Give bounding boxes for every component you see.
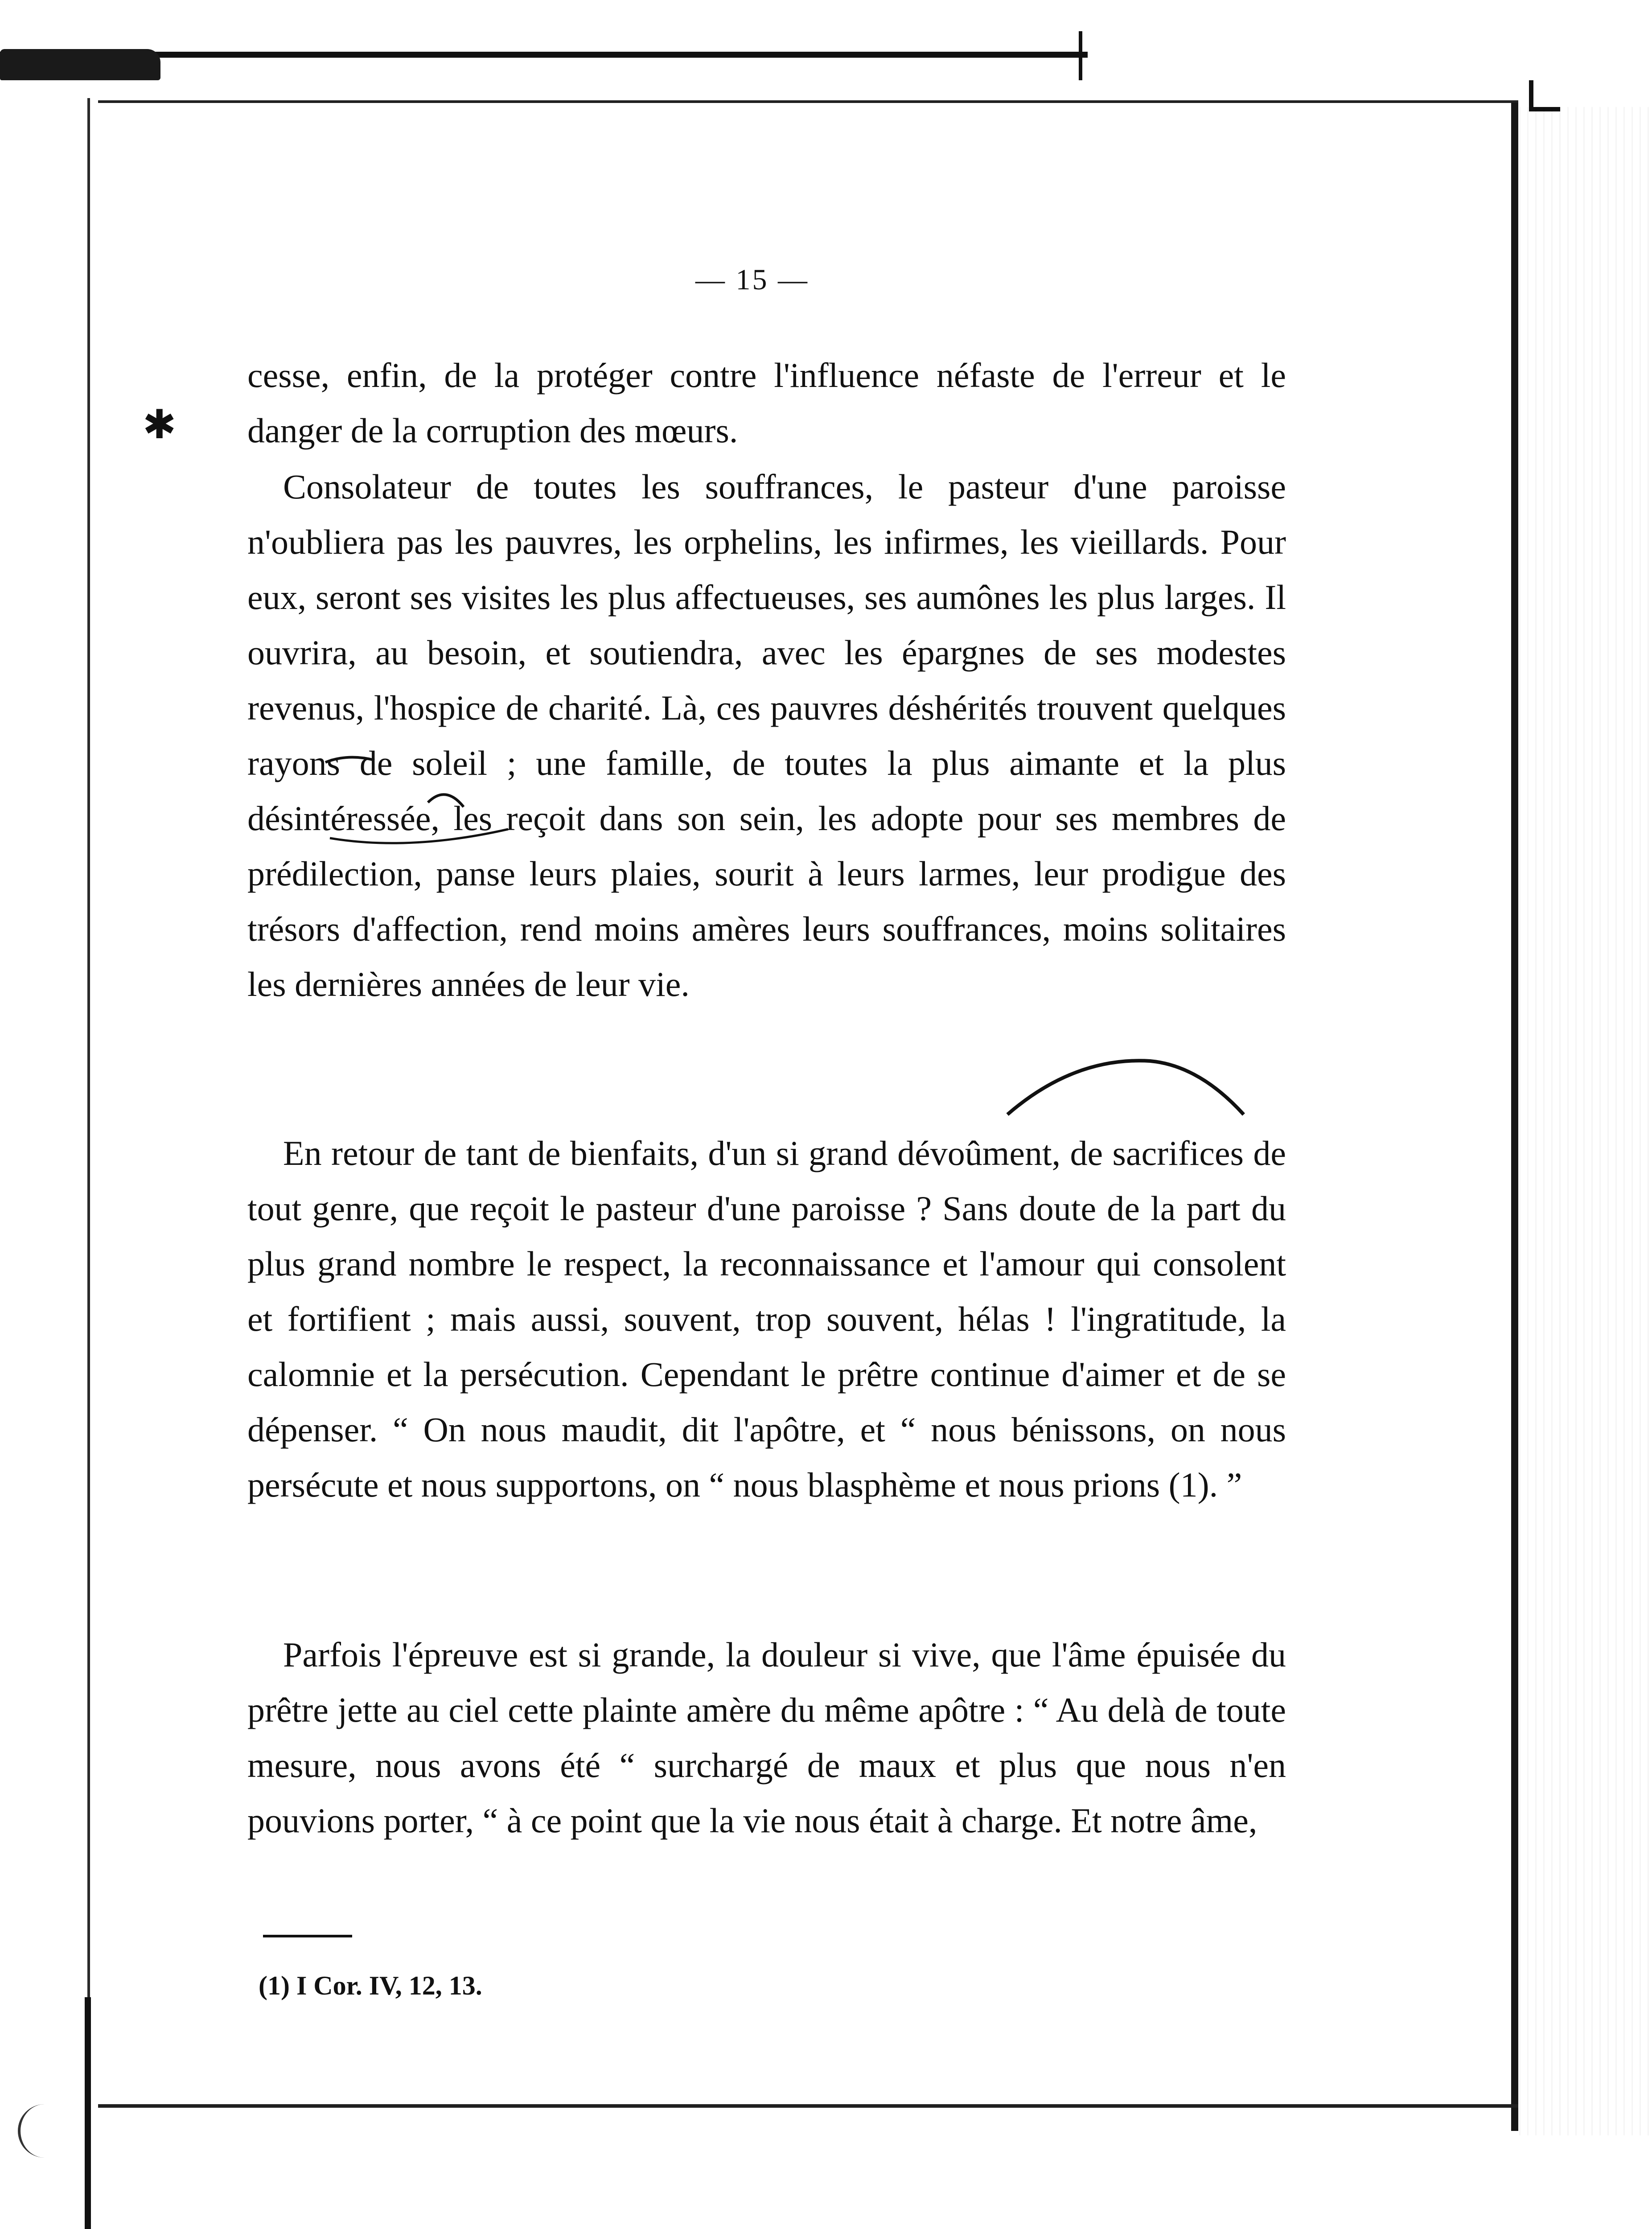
page-number: — 15 — [695,263,809,296]
page-frame-right-edge [1511,103,1518,2131]
footnote: (1) I Cor. IV, 12, 13. [259,1971,482,2000]
scan-artifact-top-blob [0,49,160,80]
paragraph-4 [247,1627,1286,1848]
paragraph-text: Parfois l'épreuve est si grande, la douleur si vive, que l'âme épuisée du prêtre jette au ciel cette plainte amère du même apôtre : “ Au delà de toute mesure, nous avons été “ surchargé de maux et plus que nous n'en pouvions porter, “ à ce point que la vie nous était à charge. Et notre âme, [247,1635,1286,1840]
footnote-rule [263,1935,352,1937]
handwritten-strike-marks [321,749,704,847]
paragraph-2 [247,459,1286,1012]
handwritten-arc-mark [1003,1048,1253,1119]
paragraph-text: Consolateur de toutes les souffrances, le pasteur d'une paroisse n'oubliera pas les pauvres, les orphelins, les infirmes, les vieillards. Pour eux, seront ses visites les plus affectueuses, ses aumônes les plus larges. Il ouvrira, au besoin, et soutiendra, avec les épargnes de ses modestes revenus, l'hospice de charité. Là, ces pauvres déshérités trouvent quelques rayons de soleil ; une famille, de toutes la plus aimante et la plus désintéressée, les reçoit dans son sein, les adopte pour ses membres de prédilection, panse leurs plaies, sourit à leurs larmes, leur prodigue des trésors d'affection, rend moins amères leurs souffrances, moins solitaires les dernières années de leur vie. [247,467,1286,1003]
scan-artifact-right-noise [1519,107,1652,2135]
margin-mark-icon: ✱ [143,401,177,448]
scan-artifact-top-band [0,36,1088,76]
paragraph-text: En retour de tant de bienfaits, d'un si grand dévoûment, de sacrifices de tout genre, que reçoit le pasteur d'une paroisse ? Sans doute de la part du plus grand nombre le respect, la reconnaissance et l'amour qui consolent et fortifient ; mais aussi, souvent, trop souvent, hélas ! l'ingratitude, la calomnie et la persécution. Cependant le prêtre continue d'aimer et de se dépenser. “ On nous maudit, dit l'apôtre, et “ nous bénissons, on nous persécute et nous supportons, on “ nous blasphème et nous prions (1). ” [247,1134,1286,1504]
scan-artifact-left-curl [18,2104,47,2158]
paragraph-3 [247,1126,1286,1513]
page-frame-left-edge [87,98,90,2229]
page-frame-bottom-line [98,2104,1518,2108]
page-frame-top-line [98,100,1518,103]
paragraph-1 [247,348,1286,458]
scan-artifact-top-tick [1079,31,1082,80]
paragraph-text: cesse, enfin, de la protéger contre l'influence néfaste de l'erreur et le danger de la corruption des mœurs. [247,356,1286,450]
page-frame-left-edge-thick [85,1997,91,2229]
